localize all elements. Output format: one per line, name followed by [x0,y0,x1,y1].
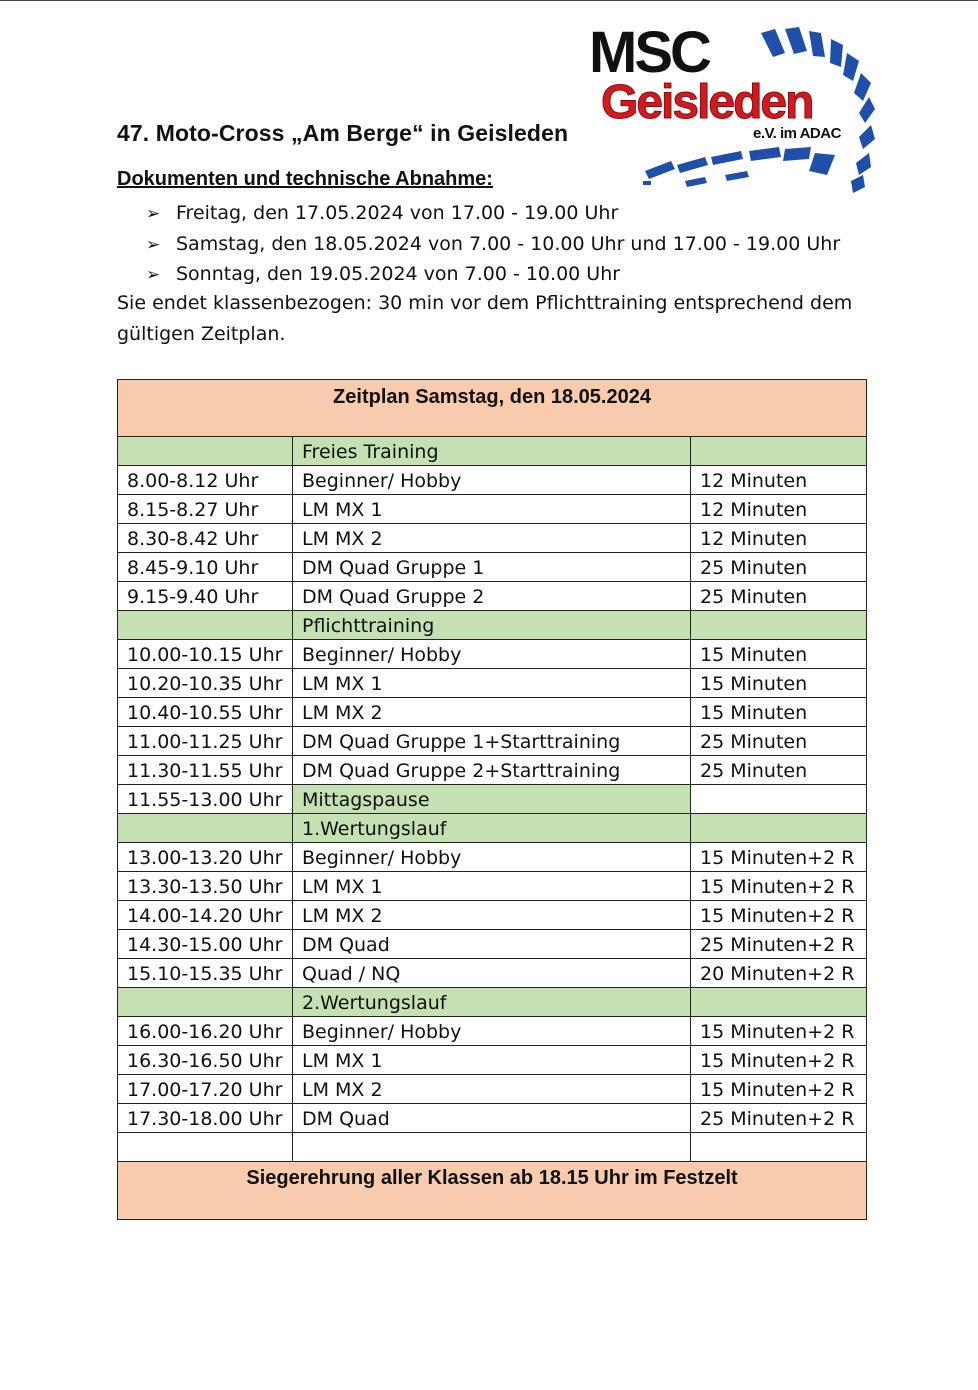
empty-row [118,1133,867,1162]
logo-subtitle-text: e.V. im ADAC [753,125,841,142]
schedule-footer-row [118,1162,867,1220]
table-row: 13.30-13.50 Uhr LM MX 1 15 Minuten+2 R [118,872,867,901]
table-row: 14.00-14.20 Uhr LM MX 2 15 Minuten+2 R [118,901,867,930]
table-row: 10.20-10.35 Uhr LM MX 1 15 Minuten [118,669,867,698]
table-row: 8.15-8.27 Uhr LM MX 1 12 Minuten [118,495,867,524]
break-row: 11.55-13.00 Uhr Mittagspause [118,785,867,814]
list-item: ➢ Freitag, den 17.05.2024 von 17.00 - 19.00 Uhr [146,198,840,229]
logo-msc-text: MSC [589,20,709,85]
inspection-heading: Dokumenten und technische Abnahme: [117,168,493,190]
table-row: 16.30-16.50 Uhr LM MX 1 15 Minuten+2 R [118,1046,867,1075]
table-row: 10.00-10.15 Uhr Beginner/ Hobby 15 Minuten [118,640,867,669]
table-row: 17.30-18.00 Uhr DM Quad 25 Minuten+2 R [118,1104,867,1133]
table-row: 9.15-9.40 Uhr DM Quad Gruppe 2 25 Minuten [118,582,867,611]
table-row: 13.00-13.20 Uhr Beginner/ Hobby 15 Minuten+2 R [118,843,867,872]
arrow-bullet-icon: ➢ [146,204,161,224]
section-title: 1.Wertungslauf [293,814,691,843]
section-title: 2.Wertungslauf [293,988,691,1017]
club-logo [585,20,885,195]
table-row: 8.30-8.42 Uhr LM MX 2 12 Minuten [118,524,867,553]
table-row: 11.00-11.25 Uhr DM Quad Gruppe 1+Starttraining 25 Minuten [118,727,867,756]
table-row: 8.00-8.12 Uhr Beginner/ Hobby 12 Minuten [118,466,867,495]
table-row: 8.45-9.10 Uhr DM Quad Gruppe 1 25 Minuten [118,553,867,582]
inspection-dates-list [146,198,840,290]
inspection-note: Sie endet klassenbezogen: 30 min vor dem Pflichttraining entsprechend dem gültigen Zeitplan. [117,292,853,345]
list-item: ➢ Samstag, den 18.05.2024 von 7.00 - 10.00 Uhr und 17.00 - 19.00 Uhr [146,229,840,260]
schedule-caption-row [118,380,867,437]
break-label: Mittagspause [293,785,691,814]
section-title: Pflichttraining [293,611,691,640]
section-row [118,611,867,640]
page-top-border [0,0,978,1]
table-row: 16.00-16.20 Uhr Beginner/ Hobby 15 Minuten+2 R [118,1017,867,1046]
table-row: 10.40-10.55 Uhr LM MX 2 15 Minuten [118,698,867,727]
table-row: 17.00-17.20 Uhr LM MX 2 15 Minuten+2 R [118,1075,867,1104]
award-ceremony-note: Siegerehrung aller Klassen ab 18.15 Uhr im Festzelt [118,1162,867,1220]
schedule-table [117,379,867,1220]
arrow-bullet-icon: ➢ [146,265,161,285]
logo-town-text: Geisleden [601,76,813,129]
table-row: 14.30-15.00 Uhr DM Quad 25 Minuten+2 R [118,930,867,959]
table-row: 15.10-15.35 Uhr Quad / NQ 20 Minuten+2 R [118,959,867,988]
arrow-bullet-icon: ➢ [146,234,161,255]
schedule-caption: Zeitplan Samstag, den 18.05.2024 [118,380,867,437]
table-row: 11.30-11.55 Uhr DM Quad Gruppe 2+Starttraining 25 Minuten [118,756,867,785]
section-row [118,814,867,843]
list-item: ➢ Sonntag, den 19.05.2024 von 7.00 - 10.00 Uhr [146,259,840,290]
event-title: 47. Moto-Cross „Am Berge“ in Geisleden [117,120,569,146]
section-title: Freies Training [293,437,691,466]
section-row [118,437,867,466]
section-row [118,988,867,1017]
